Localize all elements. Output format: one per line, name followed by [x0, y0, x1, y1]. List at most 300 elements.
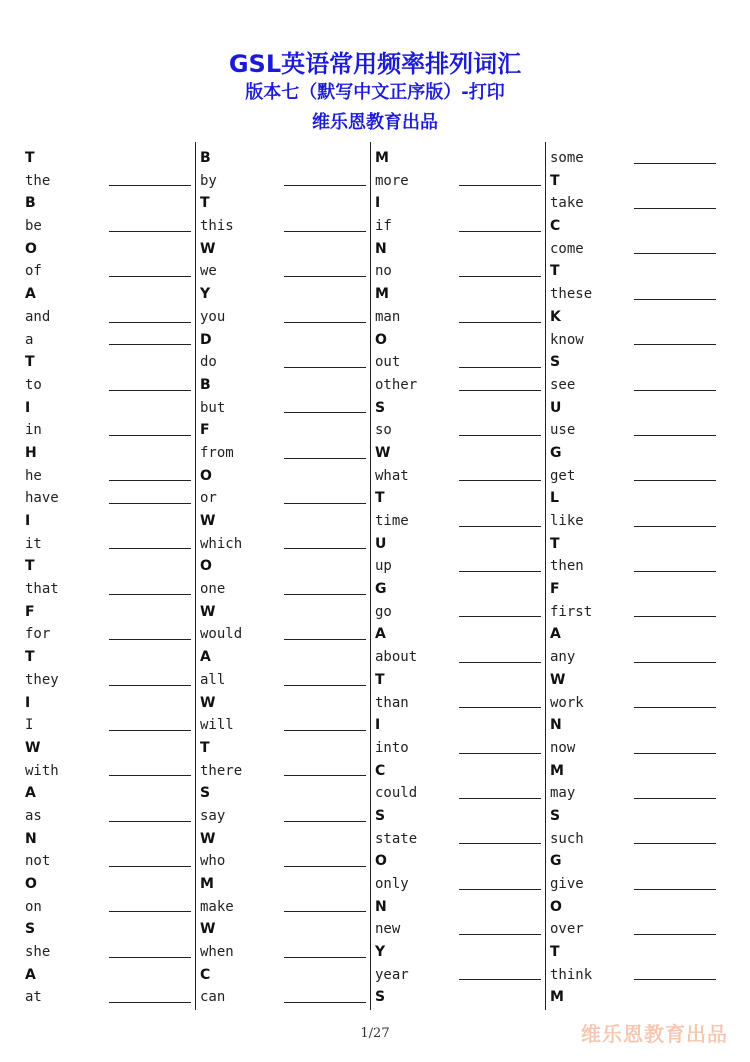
vocab-word: she: [25, 944, 51, 961]
answer-blank[interactable]: [284, 866, 366, 867]
vocab-row: [25, 940, 197, 963]
letter-heading: [375, 849, 547, 872]
letter-label: N: [25, 830, 37, 847]
vocab-row: [200, 169, 372, 192]
vocab-word: more: [375, 172, 409, 189]
answer-blank[interactable]: [634, 208, 716, 209]
answer-blank[interactable]: [634, 707, 716, 708]
letter-heading: [200, 691, 372, 714]
vocab-row: [375, 917, 547, 940]
letter-label: S: [550, 807, 561, 824]
answer-blank[interactable]: [459, 435, 541, 436]
vocab-row: [550, 373, 722, 396]
vocab-word: say: [200, 807, 226, 824]
vocab-word: give: [550, 876, 584, 892]
letter-heading: [375, 759, 547, 782]
letter-label: A: [25, 966, 36, 983]
letter-heading: [550, 849, 722, 872]
vocab-word: take: [550, 195, 584, 212]
vocab-word: not: [25, 853, 51, 870]
answer-blank[interactable]: [284, 503, 366, 504]
vocab-row: [200, 668, 372, 691]
letter-heading: [550, 532, 722, 555]
vocab-word: have: [25, 490, 59, 507]
letter-heading: [25, 736, 197, 759]
letter-label: T: [25, 558, 35, 575]
letter-heading: [200, 509, 372, 532]
answer-blank[interactable]: [284, 322, 366, 323]
answer-blank[interactable]: [459, 979, 541, 980]
vocab-row: [200, 895, 372, 918]
letter-heading: [200, 464, 372, 487]
vocab-word: could: [375, 785, 418, 802]
letter-heading: [550, 895, 722, 918]
vocab-word: of: [25, 263, 42, 280]
vocab-row: [25, 713, 197, 736]
vocab-word: see: [550, 376, 576, 393]
answer-blank[interactable]: [109, 639, 191, 640]
letter-heading: [550, 940, 722, 963]
letter-heading: [550, 486, 722, 509]
answer-blank[interactable]: [109, 821, 191, 822]
vocab-word: from: [200, 444, 234, 461]
answer-blank[interactable]: [459, 616, 541, 617]
vocab-row: [200, 532, 372, 555]
letter-heading: [375, 895, 547, 918]
letter-label: S: [200, 785, 211, 802]
letter-heading: [375, 985, 547, 1008]
vocab-word: but: [200, 399, 226, 416]
vocab-word: use: [550, 422, 576, 439]
vocab-row: [550, 645, 722, 668]
answer-blank[interactable]: [284, 730, 366, 731]
letter-heading: [200, 191, 372, 214]
answer-blank[interactable]: [459, 571, 541, 572]
letter-heading: [375, 940, 547, 963]
letter-label: M: [375, 150, 389, 166]
answer-blank[interactable]: [284, 276, 366, 277]
answer-blank[interactable]: [634, 299, 716, 300]
letter-heading: [25, 282, 197, 305]
answer-blank[interactable]: [284, 911, 366, 912]
vocab-word: we: [200, 263, 217, 280]
vocab-row: [375, 418, 547, 441]
answer-blank[interactable]: [109, 730, 191, 731]
answer-blank[interactable]: [634, 253, 716, 254]
answer-blank[interactable]: [109, 548, 191, 549]
vocab-row: [375, 600, 547, 623]
vocab-word: or: [200, 490, 217, 507]
vocab-word: with: [25, 762, 59, 779]
letter-heading: [200, 146, 372, 169]
vocab-word: in: [25, 422, 42, 439]
vocab-word: first: [550, 603, 593, 620]
letter-heading: [550, 985, 722, 1008]
answer-blank[interactable]: [634, 616, 716, 617]
vocab-row: [550, 328, 722, 351]
answer-blank[interactable]: [284, 685, 366, 686]
answer-blank[interactable]: [459, 707, 541, 708]
vocab-word: only: [375, 876, 409, 892]
answer-blank[interactable]: [634, 435, 716, 436]
answer-blank[interactable]: [109, 344, 191, 345]
answer-blank[interactable]: [459, 526, 541, 527]
answer-blank[interactable]: [459, 934, 541, 935]
letter-heading: [200, 963, 372, 986]
letter-label: M: [375, 286, 389, 303]
vocab-row: [25, 849, 197, 872]
letter-heading: [375, 396, 547, 419]
vocab-word: do: [200, 354, 217, 371]
letter-label: T: [375, 490, 385, 507]
vocab-word: some: [550, 150, 584, 166]
letter-label: B: [200, 150, 211, 166]
column-divider: [545, 142, 546, 1010]
answer-blank[interactable]: [109, 503, 191, 504]
vocab-word: about: [375, 649, 418, 666]
vocab-word: than: [375, 694, 409, 711]
word-column-1: [25, 146, 197, 1008]
letter-heading: [375, 804, 547, 827]
vocab-row: [550, 963, 722, 986]
vocab-word: will: [200, 717, 234, 734]
letter-label: T: [200, 739, 210, 756]
letter-label: M: [550, 989, 564, 1006]
letter-label: W: [200, 240, 216, 257]
vocab-row: [375, 872, 547, 895]
letter-heading: [375, 146, 547, 169]
vocab-word: know: [550, 331, 584, 348]
letter-label: W: [25, 739, 41, 756]
answer-blank[interactable]: [284, 458, 366, 459]
vocab-word: when: [200, 944, 234, 961]
vocab-row: [200, 441, 372, 464]
vocab-word: you: [200, 308, 226, 325]
vocab-row: [25, 759, 197, 782]
letter-heading: [200, 827, 372, 850]
letter-label: U: [375, 535, 387, 552]
answer-blank[interactable]: [459, 843, 541, 844]
vocab-row: [375, 214, 547, 237]
page-subtitle: 版本七（默写中文正序版）-打印: [245, 82, 505, 103]
letter-label: T: [550, 535, 560, 552]
letter-heading: [200, 917, 372, 940]
letter-heading: [25, 441, 197, 464]
vocab-word: one: [200, 581, 226, 598]
answer-blank[interactable]: [634, 979, 716, 980]
vocab-word: if: [375, 218, 392, 235]
vocab-word: there: [200, 762, 243, 779]
answer-blank[interactable]: [459, 185, 541, 186]
letter-label: S: [375, 399, 386, 416]
word-column-2: [200, 146, 372, 1008]
answer-blank[interactable]: [459, 322, 541, 323]
answer-blank[interactable]: [459, 231, 541, 232]
letter-heading: [200, 237, 372, 260]
vocab-row: [200, 940, 372, 963]
vocab-word: any: [550, 649, 576, 666]
answer-blank[interactable]: [284, 821, 366, 822]
letter-heading: [200, 373, 372, 396]
vocab-row: [200, 849, 372, 872]
vocab-word: up: [375, 558, 392, 575]
letter-label: N: [375, 898, 387, 915]
vocab-row: [550, 736, 722, 759]
answer-blank[interactable]: [634, 571, 716, 572]
answer-blank[interactable]: [634, 163, 716, 164]
letter-label: N: [375, 240, 387, 257]
vocab-word: all: [200, 671, 226, 688]
vocab-word: new: [375, 921, 401, 938]
answer-blank[interactable]: [284, 775, 366, 776]
page-title: GSL英语常用频率排列词汇: [228, 50, 522, 78]
answer-blank[interactable]: [109, 390, 191, 391]
vocab-row: [200, 622, 372, 645]
answer-blank[interactable]: [284, 1002, 366, 1003]
watermark-logo: 维乐恩教育出品: [581, 1022, 728, 1046]
vocab-word: into: [375, 739, 409, 756]
vocab-row: [200, 486, 372, 509]
vocab-row: [375, 963, 547, 986]
vocab-word: go: [375, 603, 392, 620]
letter-label: I: [375, 717, 381, 734]
letter-heading: [25, 691, 197, 714]
vocab-row: [550, 191, 722, 214]
letter-label: N: [550, 717, 562, 734]
vocab-word: so: [375, 422, 392, 439]
letter-label: T: [550, 944, 560, 961]
vocab-word: be: [25, 218, 42, 235]
vocab-row: [200, 214, 372, 237]
vocab-row: [25, 577, 197, 600]
letter-label: T: [375, 671, 385, 688]
vocab-row: [200, 305, 372, 328]
answer-blank[interactable]: [459, 753, 541, 754]
vocab-word: time: [375, 513, 409, 529]
letter-heading: [25, 191, 197, 214]
vocab-word: what: [375, 467, 409, 484]
answer-blank[interactable]: [284, 957, 366, 958]
letter-heading: [25, 146, 197, 169]
letter-label: W: [375, 444, 391, 461]
letter-label: A: [25, 785, 36, 802]
letter-heading: [200, 282, 372, 305]
letter-label: O: [25, 240, 37, 257]
letter-heading: [550, 259, 722, 282]
answer-blank[interactable]: [634, 526, 716, 527]
answer-blank[interactable]: [634, 798, 716, 799]
vocab-word: this: [200, 218, 234, 235]
vocab-word: such: [550, 830, 584, 847]
vocab-row: [25, 622, 197, 645]
answer-blank[interactable]: [459, 662, 541, 663]
letter-label: A: [25, 286, 36, 303]
letter-heading: [25, 781, 197, 804]
vocab-row: [375, 736, 547, 759]
answer-blank[interactable]: [109, 480, 191, 481]
vocab-row: [375, 827, 547, 850]
vocab-row: [25, 259, 197, 282]
letter-heading: [550, 169, 722, 192]
answer-blank[interactable]: [109, 231, 191, 232]
vocab-word: at: [25, 989, 42, 1006]
letter-heading: [200, 328, 372, 351]
vocab-word: he: [25, 467, 42, 484]
letter-heading: [375, 441, 547, 464]
vocab-word: can: [200, 989, 226, 1006]
answer-blank[interactable]: [634, 344, 716, 345]
answer-blank[interactable]: [284, 231, 366, 232]
answer-blank[interactable]: [284, 367, 366, 368]
vocab-row: [25, 464, 197, 487]
answer-blank[interactable]: [634, 889, 716, 890]
letter-heading: [375, 486, 547, 509]
letter-label: B: [200, 376, 211, 393]
vocab-row: [25, 418, 197, 441]
vocab-row: [25, 328, 197, 351]
answer-blank[interactable]: [459, 798, 541, 799]
letter-heading: [25, 396, 197, 419]
vocab-word: think: [550, 966, 593, 983]
vocab-row: [550, 237, 722, 260]
vocab-word: make: [200, 898, 234, 915]
letter-heading: [375, 532, 547, 555]
answer-blank[interactable]: [284, 185, 366, 186]
vocab-word: out: [375, 354, 401, 371]
letter-label: W: [200, 513, 216, 529]
letter-label: I: [375, 195, 381, 212]
vocab-word: would: [200, 626, 243, 643]
vocab-word: on: [25, 898, 42, 915]
letter-label: T: [25, 354, 35, 371]
letter-label: O: [375, 331, 387, 348]
answer-blank[interactable]: [284, 594, 366, 595]
letter-heading: [375, 237, 547, 260]
letter-label: C: [375, 762, 386, 779]
letter-label: S: [25, 921, 36, 938]
letter-label: T: [200, 195, 210, 212]
vocab-row: [550, 691, 722, 714]
answer-blank[interactable]: [634, 843, 716, 844]
answer-blank[interactable]: [459, 367, 541, 368]
vocab-row: [25, 214, 197, 237]
vocab-word: as: [25, 807, 42, 824]
letter-label: F: [550, 581, 560, 598]
answer-blank[interactable]: [109, 185, 191, 186]
answer-blank[interactable]: [284, 639, 366, 640]
vocab-row: [375, 781, 547, 804]
letter-label: A: [200, 649, 211, 666]
answer-blank[interactable]: [109, 594, 191, 595]
answer-blank[interactable]: [634, 390, 716, 391]
letter-heading: [25, 600, 197, 623]
vocab-word: then: [550, 558, 584, 575]
vocab-word: year: [375, 966, 409, 983]
letter-heading: [25, 827, 197, 850]
answer-blank[interactable]: [109, 276, 191, 277]
answer-blank[interactable]: [634, 662, 716, 663]
vocab-row: [550, 600, 722, 623]
vocab-word: over: [550, 921, 584, 938]
letter-heading: [200, 781, 372, 804]
vocab-row: [200, 577, 372, 600]
letter-label: K: [550, 308, 561, 325]
vocab-word: state: [375, 830, 418, 847]
vocab-word: may: [550, 785, 576, 802]
answer-blank[interactable]: [459, 480, 541, 481]
vocab-row: [375, 509, 547, 532]
answer-blank[interactable]: [109, 685, 191, 686]
vocab-row: [550, 509, 722, 532]
vocab-row: [375, 305, 547, 328]
vocab-word: these: [550, 286, 593, 303]
letter-label: I: [25, 399, 31, 416]
vocab-row: [200, 713, 372, 736]
letter-label: T: [550, 263, 560, 280]
vocab-word: like: [550, 513, 584, 529]
vocab-row: [550, 827, 722, 850]
letter-heading: [25, 237, 197, 260]
answer-blank[interactable]: [459, 889, 541, 890]
vocab-row: [25, 895, 197, 918]
vocab-row: [25, 668, 197, 691]
letter-heading: [550, 441, 722, 464]
answer-blank[interactable]: [634, 753, 716, 754]
vocab-row: [200, 350, 372, 373]
answer-blank[interactable]: [459, 276, 541, 277]
answer-blank[interactable]: [109, 866, 191, 867]
vocab-word: I: [25, 717, 34, 734]
answer-blank[interactable]: [634, 480, 716, 481]
letter-label: G: [550, 853, 562, 870]
letter-label: A: [375, 626, 386, 643]
letter-heading: [375, 668, 547, 691]
letter-heading: [25, 872, 197, 895]
letter-heading: [25, 350, 197, 373]
letter-heading: [550, 577, 722, 600]
letter-label: U: [550, 399, 562, 416]
answer-blank[interactable]: [109, 775, 191, 776]
vocab-word: for: [25, 626, 51, 643]
letter-label: O: [375, 853, 387, 870]
letter-label: S: [375, 989, 386, 1006]
vocab-row: [200, 396, 372, 419]
answer-blank[interactable]: [284, 548, 366, 549]
letter-heading: [25, 917, 197, 940]
letter-label: W: [200, 694, 216, 711]
vocab-row: [25, 985, 197, 1008]
answer-blank[interactable]: [109, 957, 191, 958]
column-divider: [195, 142, 196, 1010]
page-number: 1/27: [360, 1026, 390, 1041]
answer-blank[interactable]: [634, 934, 716, 935]
vocab-word: work: [550, 694, 584, 711]
answer-blank[interactable]: [284, 412, 366, 413]
column-divider: [370, 142, 371, 1010]
vocab-row: [25, 804, 197, 827]
letter-label: C: [200, 966, 211, 983]
answer-blank[interactable]: [109, 322, 191, 323]
vocab-word: it: [25, 535, 42, 552]
letter-label: T: [25, 649, 35, 666]
vocab-row: [375, 169, 547, 192]
answer-blank[interactable]: [459, 390, 541, 391]
answer-blank[interactable]: [109, 435, 191, 436]
answer-blank[interactable]: [109, 911, 191, 912]
vocab-row: [25, 373, 197, 396]
answer-blank[interactable]: [109, 1002, 191, 1003]
word-column-3: [375, 146, 547, 1008]
